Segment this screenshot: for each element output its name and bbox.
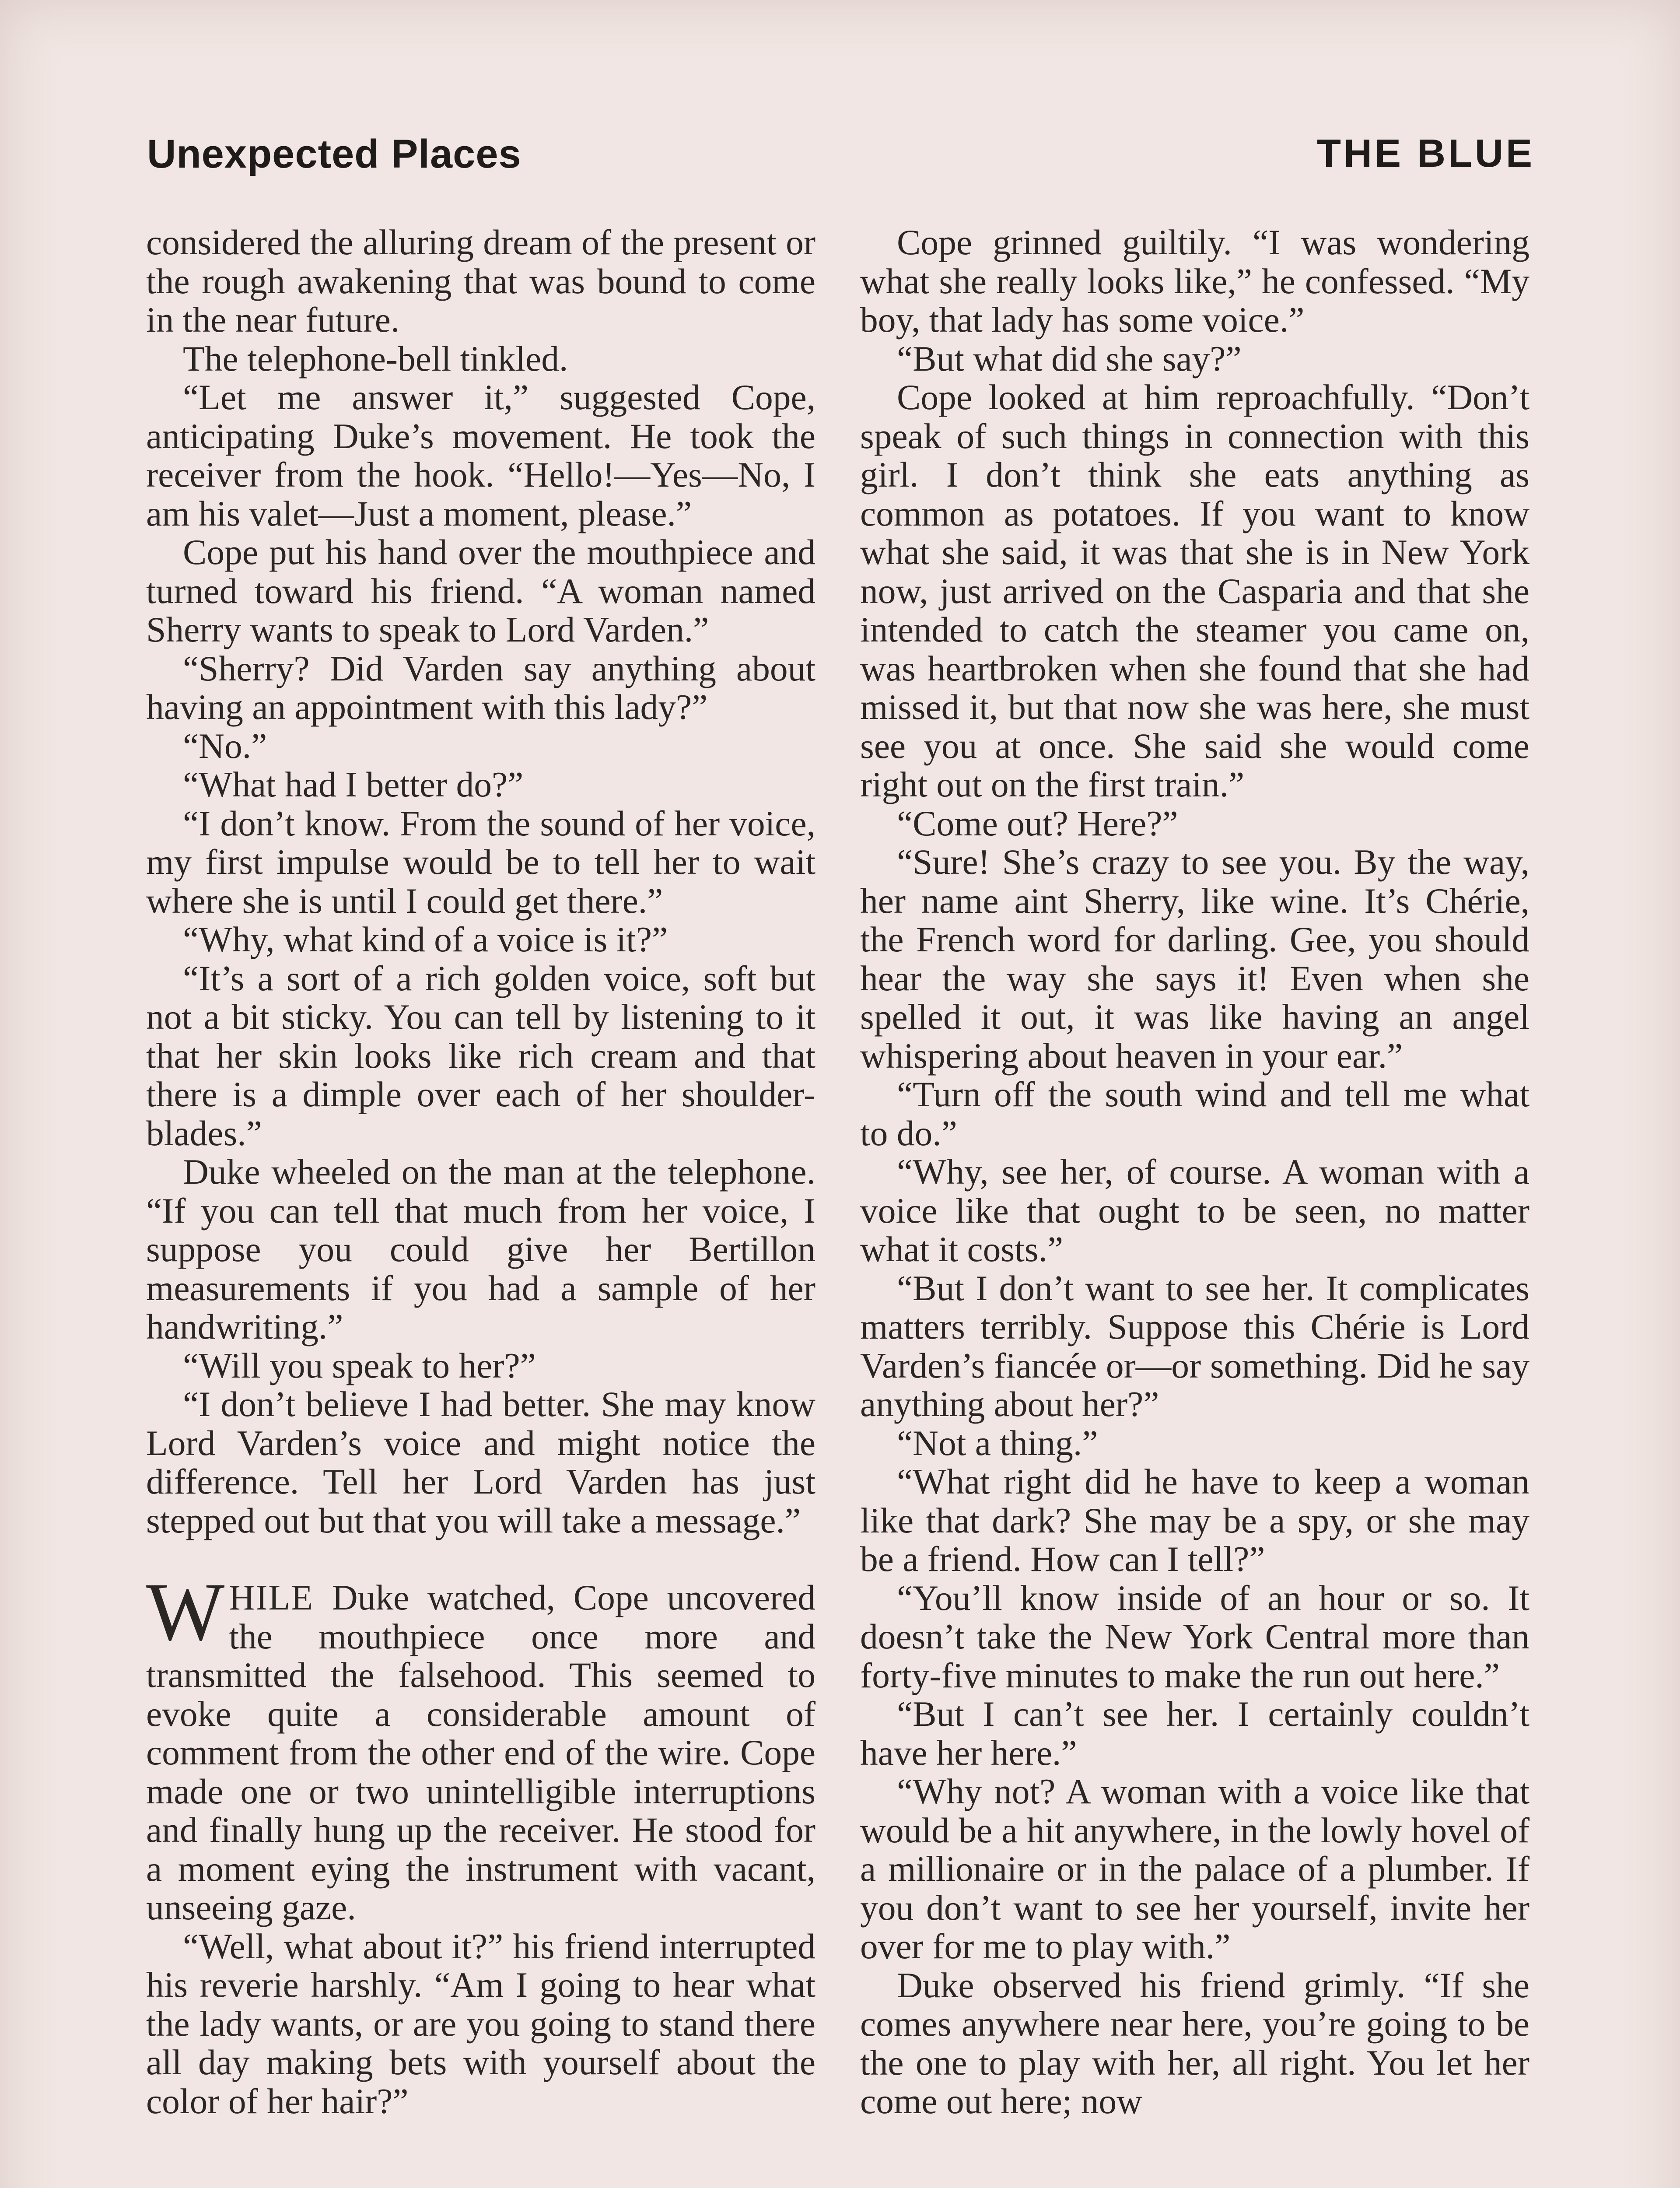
paragraph: Cope grinned guiltily. “I was wondering what she really looks like,” he confessed. “My boy, that lady has some voice.” — [860, 222, 1530, 340]
drop-cap-small-caps: HILE — [229, 1578, 314, 1617]
paragraph: “It’s a sort of a rich golden voice, soft but not a bit sticky. You can tell by listening to it that her skin looks like rich cream and that there is a dimple over each of her shoulder-blades.” — [146, 958, 816, 1153]
paragraph: Cope put his hand over the mouthpiece and turned toward his friend. “A woman named Sherry wants to speak to Lord Varden.” — [146, 532, 816, 649]
paragraph: Duke wheeled on the man at the telephone. “If you can tell that much from her voice, I suppose you could give her Bertillon measurements if you had a sample of her handwriting.” — [146, 1152, 816, 1346]
paragraph: “You’ll know inside of an hour or so. It doesn’t take the New York Central more than forty-five minutes to make the run out here.” — [860, 1578, 1530, 1695]
running-head-magazine: THE BLUE — [1317, 132, 1535, 175]
paragraph: considered the alluring dream of the present or the rough awakening that was bound to come in the near future. — [146, 222, 816, 340]
paragraph: “Will you speak to her?” — [183, 1345, 536, 1385]
paragraph: “Sure! She’s crazy to see you. By the way, her name aint Sherry, like wine. It’s Chérie, the French word for darling. Gee, you should hear the way she says it! Even when she spelled it out, it was like having an angel whispering about heaven in your ear.” — [860, 842, 1530, 1076]
paragraph: “Why, see her, of course. A woman with a voice like that ought to be seen, no matter what it costs.” — [860, 1152, 1530, 1269]
paragraph: “I don’t believe I had better. She may know Lord Varden’s voice and might notice the difference. Tell her Lord Varden has just stepped out but that you will take a message.” — [146, 1384, 816, 1540]
paragraph: “But I can’t see her. I certainly couldn’t have her here.” — [860, 1694, 1530, 1773]
drop-cap-paragraph — [146, 1566, 816, 1927]
right-column — [860, 223, 1530, 2121]
paragraph: The telephone-bell tinkled. — [183, 338, 568, 379]
left-column — [146, 223, 816, 2121]
paragraph: “Why, what kind of a voice is it?” — [183, 919, 668, 959]
drop-cap-paragraph-text: Duke watched, Cope uncovered the mouthpiece once more and transmitted the falsehood. This seemed to evoke quite a considerable amount of comment from the other end of the wire. Cope made one or two unintelligible interruptions and finally hung up the receiver. He stood for a moment eying the instrument with vacant, unseeing gaze. — [146, 1578, 816, 1927]
paragraph: “Why not? A woman with a voice like that would be a hit anywhere, in the lowly hovel of a millionaire or in the palace of a plumber. If you don’t want to see her yourself, invite her over for me to play with.” — [860, 1771, 1530, 1966]
paragraph: “Sherry? Did Varden say anything about having an appointment with this lady?” — [146, 648, 816, 727]
paragraph: “What right did he have to keep a woman like that dark? She may be a spy, or she may be a friend. How can I tell?” — [860, 1462, 1530, 1579]
paragraph: “I don’t know. From the sound of her voice, my first impulse would be to tell her to wait where she is until I could get there.” — [146, 803, 816, 921]
paragraph: “Let me answer it,” suggested Cope, anticipating Duke’s movement. He took the receiver from the hook. “Hello!—Yes—No, I am his valet—Just a moment, please.” — [146, 377, 816, 533]
drop-cap-letter: W — [146, 1566, 225, 1658]
running-head-title: Unexpected Places — [147, 132, 522, 176]
paragraph: “Turn off the south wind and tell me what to do.” — [860, 1074, 1530, 1153]
paragraph: “But what did she say?” — [897, 338, 1242, 379]
paragraph: “No.” — [183, 726, 267, 766]
paragraph: Duke observed his friend grimly. “If she comes anywhere near here, you’re going to be the one to play with her, all right. You let her come out here; now — [860, 1965, 1530, 2121]
paragraph: “Well, what about it?” his friend interrupted his reverie harshly. “Am I going to hear what the lady wants, or are you going to stand there all day making bets with yourself about the color of her hair?” — [146, 1926, 816, 2121]
paragraph: “Not a thing.” — [897, 1423, 1098, 1463]
paragraph: “Come out? Here?” — [897, 803, 1178, 843]
paragraph: “What had I better do?” — [183, 764, 524, 804]
paragraph: Cope looked at him reproachfully. “Don’t speak of such things in connection with this girl. I don’t think she eats anything as common as potatoes. If you want to know what she said, it was that she is in New York now, just arrived on the Casparia and that she intended to catch the steamer you came on, was heartbroken when she found that she had missed it, but that now she was here, she must see you at once. She said she would come right out on the first train.” — [860, 377, 1530, 804]
paragraph: “But I don’t want to see her. It complicates matters terribly. Suppose this Chérie is Lord Varden’s fiancée or—or something. Did he say anything about her?” — [860, 1268, 1530, 1424]
